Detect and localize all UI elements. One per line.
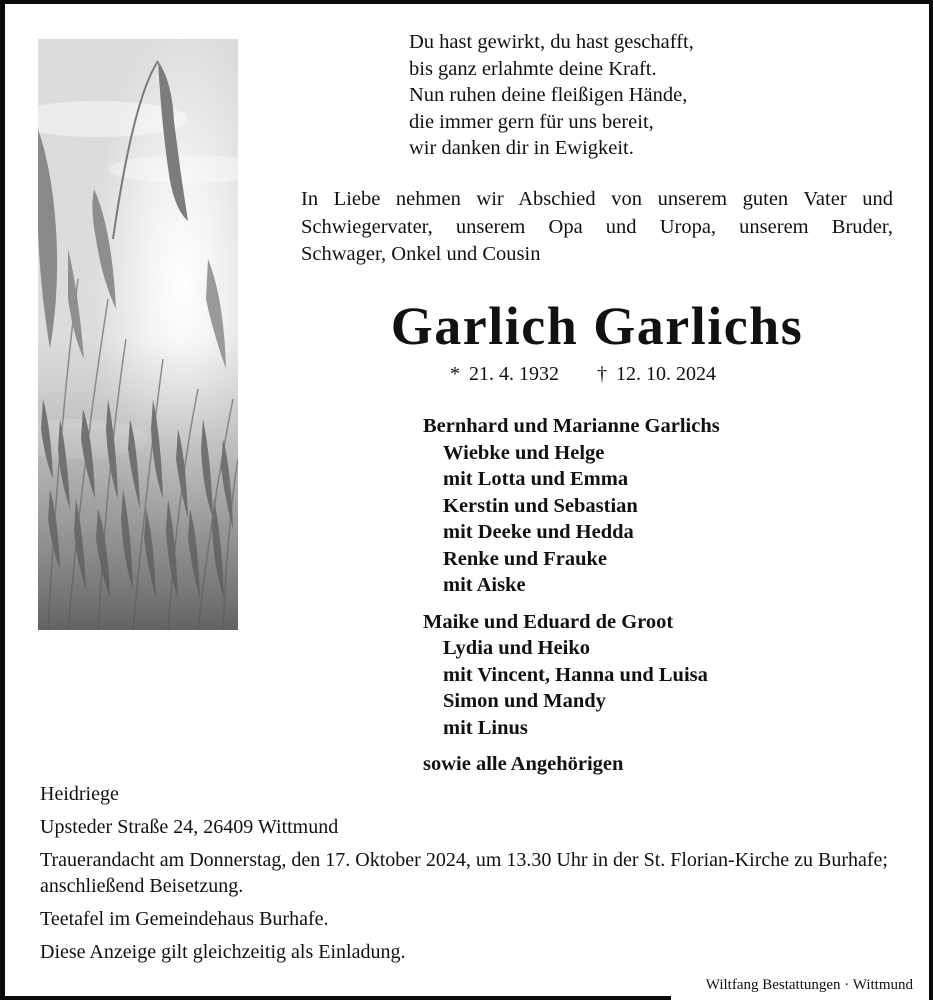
family-group-head: Bernhard und Marianne Garlichs (423, 415, 720, 437)
family-member: mit Lotta und Emma (443, 468, 629, 490)
death-cross-icon: † (597, 363, 607, 385)
birth-star-icon: * (450, 363, 460, 385)
invitation-note: Diese Anzeige gilt gleichzeitig als Einladung. (40, 941, 406, 963)
frame-corner (929, 996, 933, 1000)
family-member: mit Vincent, Hanna und Luisa (443, 663, 708, 686)
address: Upsteder Straße 24, 26409 Wittmund (40, 816, 339, 838)
death-date: 12. 10. 2024 (616, 363, 716, 385)
family-member: mit Deeke und Hedda (443, 521, 634, 543)
family-member: mit Linus (443, 716, 528, 739)
intro-line: Schwiegervater, unserem Opa und Uropa, unserem Bruder, (301, 215, 893, 238)
wheat-photo (38, 39, 238, 630)
deceased-name: Garlich Garlichs (390, 296, 804, 356)
poem-line: Nun ruhen deine fleißigen Hände, (409, 84, 688, 106)
reception-note: Teetafel im Gemeindehaus Burhafe. (40, 908, 329, 930)
intro-paragraph (301, 186, 893, 269)
family-group (423, 413, 720, 599)
poem-line: die immer gern für uns bereit, (409, 110, 654, 133)
funeral-home-imprint: Wiltfang Bestattungen · Wittmund (705, 977, 913, 993)
family-member: mit Aiske (443, 574, 526, 596)
family-member: Lydia und Heiko (443, 637, 590, 659)
poem (409, 29, 694, 162)
birth-date: 21. 4. 1932 (469, 363, 559, 385)
service-info (40, 781, 900, 972)
family-member: Kerstin und Sebastian (443, 494, 638, 517)
intro-line: Schwager, Onkel und Cousin (301, 243, 541, 265)
family-group-head: Maike und Eduard de Groot (423, 610, 674, 633)
poem-line: wir danken dir in Ewigkeit. (409, 137, 634, 159)
family-list (423, 413, 720, 778)
family-member: Wiebke und Helge (443, 441, 605, 464)
family-member: Renke und Frauke (443, 547, 608, 570)
imprint-gap (671, 996, 933, 1000)
service-details: Trauerandacht am Donnerstag, den 17. Oktober 2024, um 13.30 Uhr in der St. Florian-Kirche zu Burhafe; anschließend Beisetzung. (40, 849, 888, 897)
life-dates (450, 361, 716, 387)
place: Heidriege (40, 783, 119, 805)
poem-line: bis ganz erlahmte deine Kraft. (409, 57, 657, 80)
wheat-photo-icon (38, 39, 238, 630)
family-member: Simon und Mandy (443, 690, 606, 712)
poem-line: Du hast gewirkt, du hast geschafft, (409, 31, 694, 53)
family-closing: sowie alle Angehörigen (423, 753, 624, 775)
intro-line: In Liebe nehmen wir Abschied von unserem guten Vater und (301, 188, 893, 210)
family-group (423, 609, 720, 742)
